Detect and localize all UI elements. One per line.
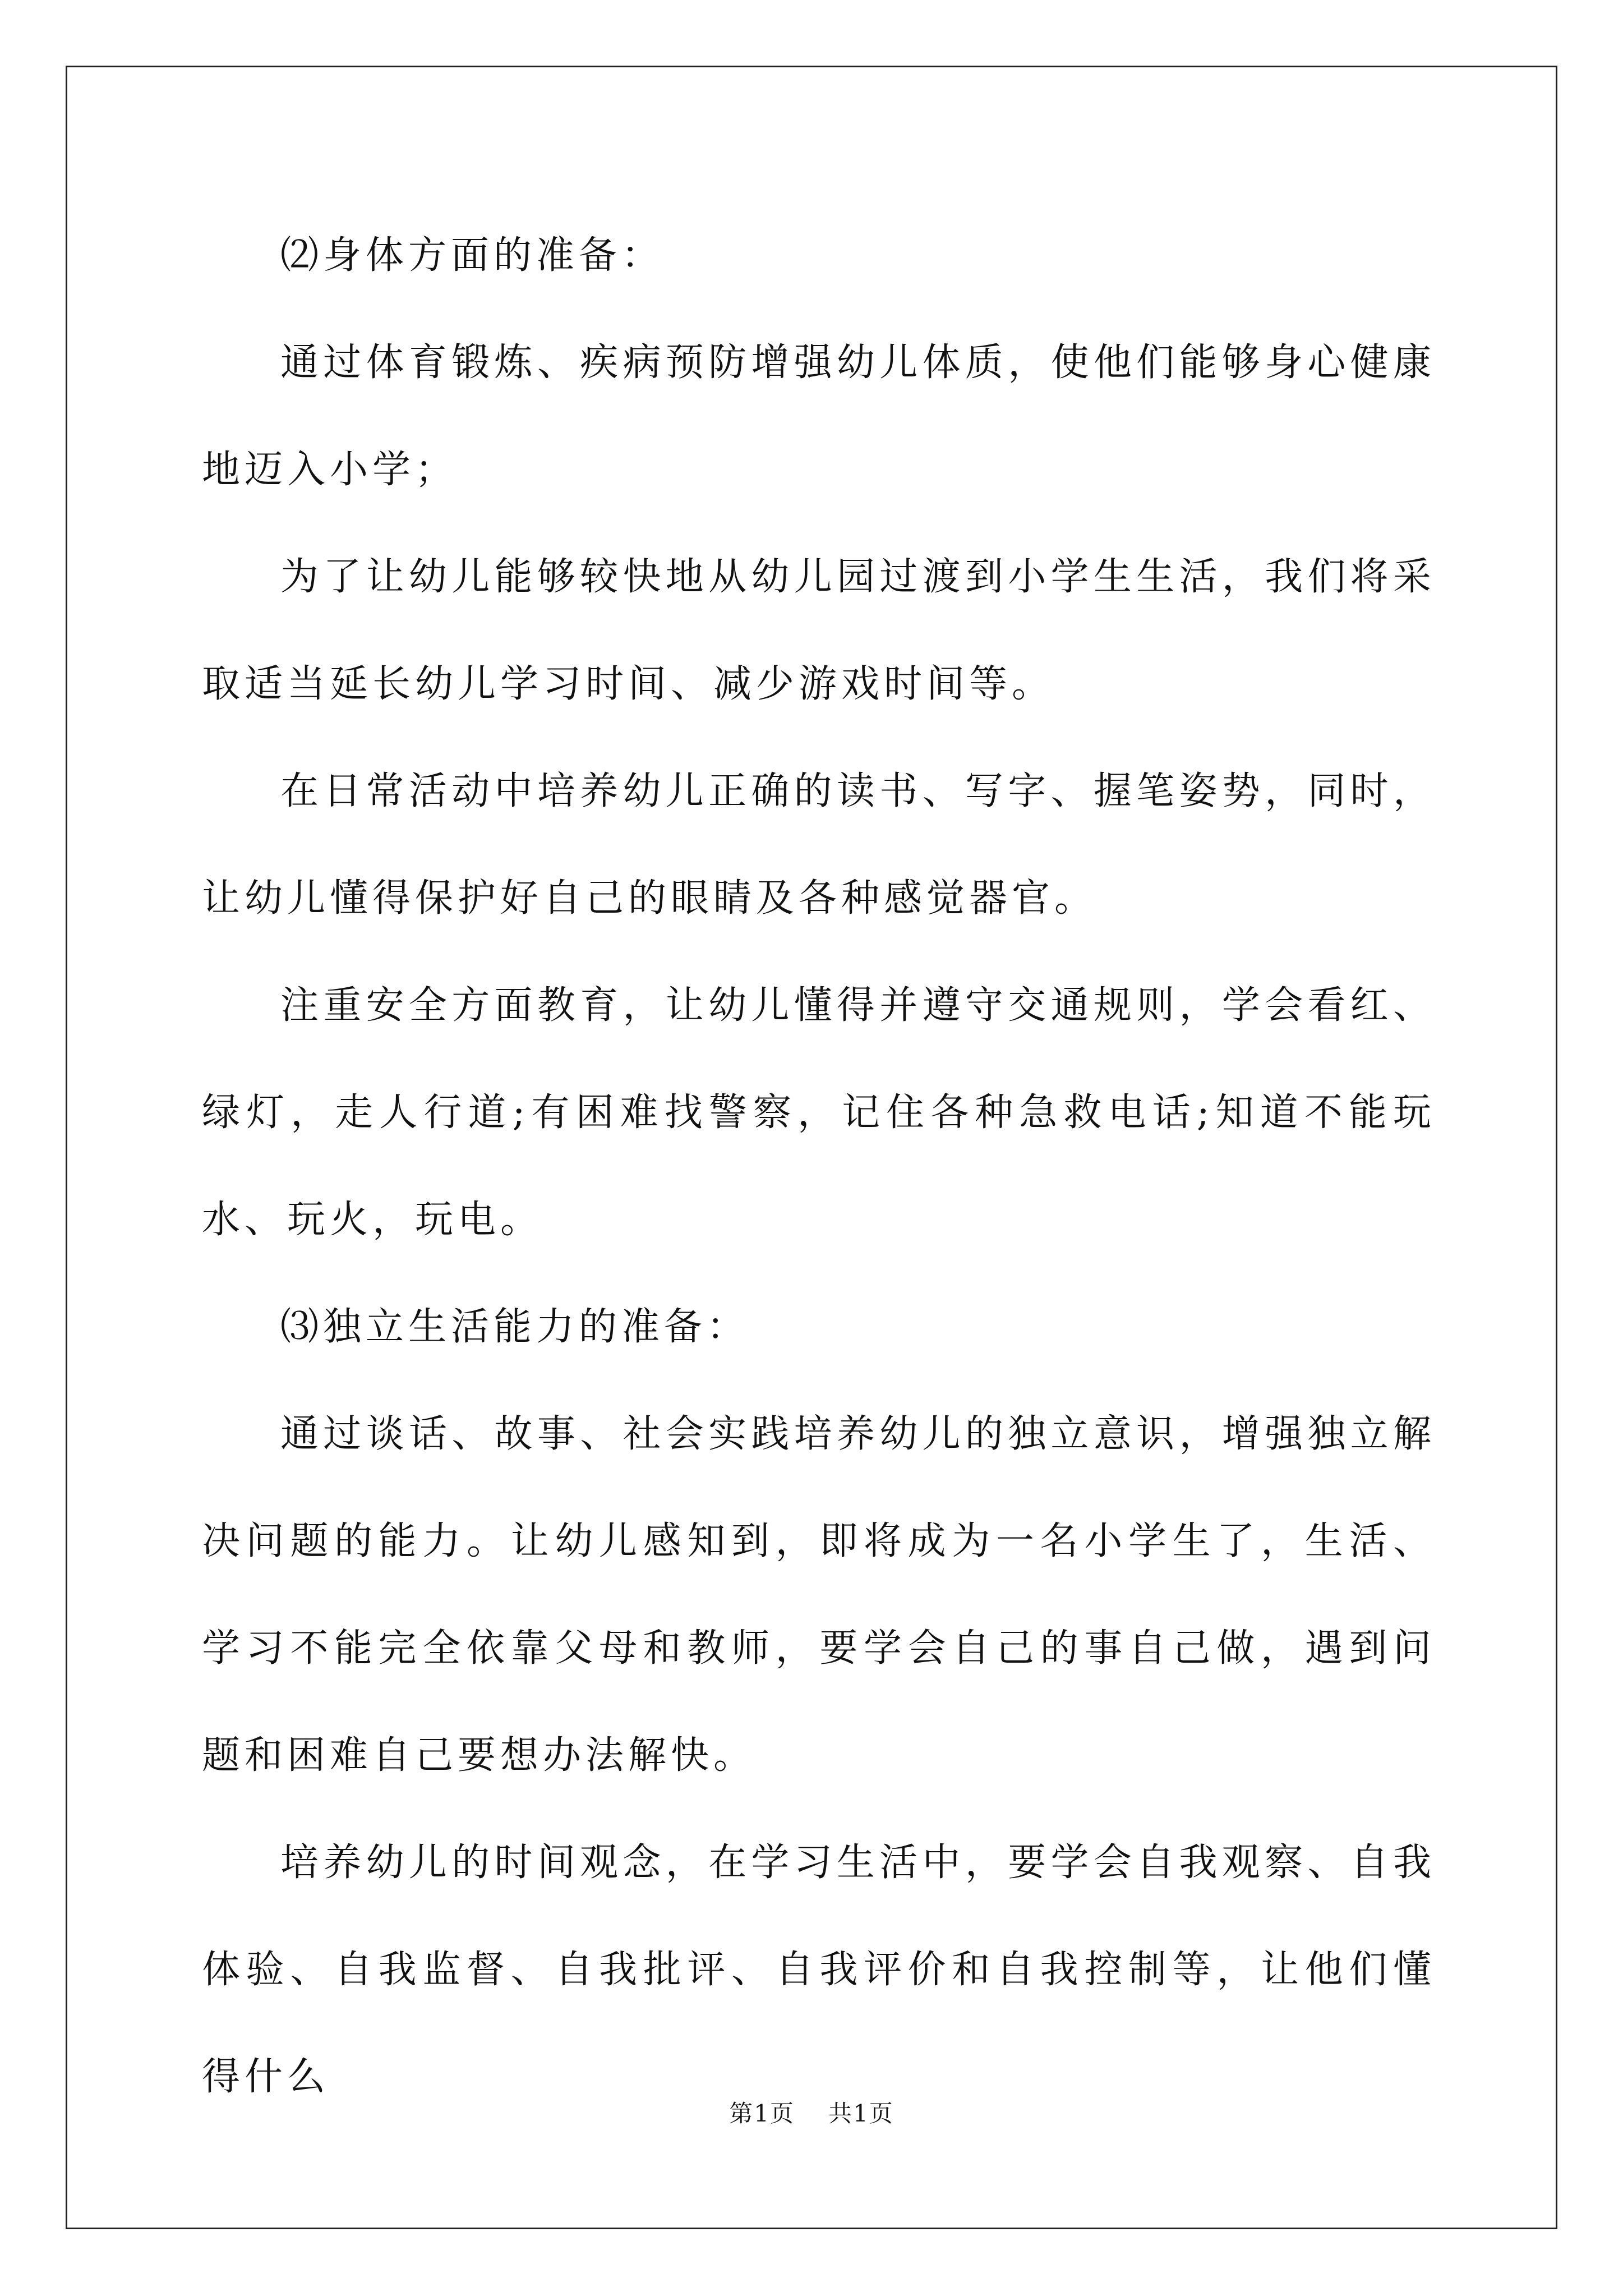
paragraph-physical-prep-heading: ⑵身体方面的准备： <box>280 233 665 278</box>
page-footer <box>0 2095 1623 2129</box>
page-number-current: 第1页 <box>729 2100 795 2127</box>
paragraph-independence: 通过谈话、故事、社会实践培养幼儿的独立意识，增强独立解决问题的能力。让幼儿感知到，即将成为一名小学生了，生活、学习不能完全依靠父母和教师，要学会自己的事自己做，遇到问题和困难自己要想办法解快。 <box>202 1412 1436 1778</box>
page-number-total: 共1页 <box>828 2100 894 2127</box>
paragraph-posture: 在日常活动中培养幼儿正确的读书、写字、握笔姿势，同时，让幼儿懂得保护好自己的眼睛及各种感觉器官。 <box>202 769 1436 921</box>
paragraph-independence-heading: ⑶独立生活能力的准备： <box>280 1305 750 1349</box>
paragraph-transition: 为了让幼儿能够较快地从幼儿园过渡到小学生生活，我们将采取适当延长幼儿学习时间、减少游戏时间等。 <box>202 555 1436 706</box>
paragraph-safety: 注重安全方面教育，让幼儿懂得并遵守交通规则，学会看红、绿灯，走人行道;有困难找警察，记住各种急救电话;知道不能玩水、玩火，玩电。 <box>202 983 1436 1242</box>
paragraph-time-concept: 培养幼儿的时间观念，在学习生活中，要学会自我观察、自我体验、自我监督、自我批评、自我评价和自我控制等，让他们懂得什么 <box>202 1841 1436 2099</box>
document-body <box>202 202 1436 2131</box>
paragraph-physical-fitness: 通过体育锻炼、疾病预防增强幼儿体质，使他们能够身心健康地迈入小学； <box>202 341 1436 492</box>
